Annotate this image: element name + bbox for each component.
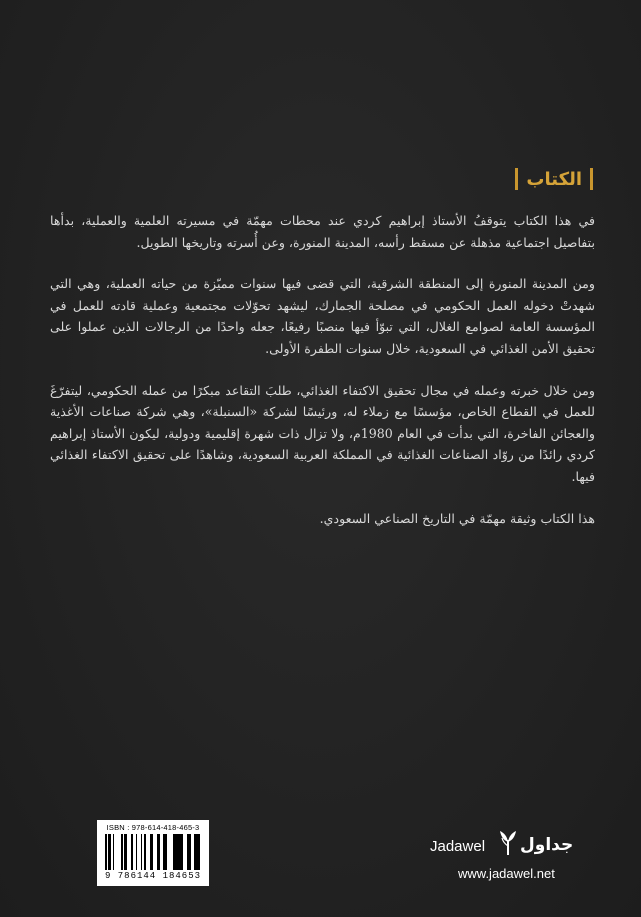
publisher-name-arabic: جداول xyxy=(520,835,574,855)
paragraph-4: هذا الكتاب وثيقة مهمّة في التاريخ الصناعي السعودي. xyxy=(319,510,595,526)
barcode-bars xyxy=(103,834,203,870)
heading-accent-bar-end xyxy=(515,168,518,190)
publisher-url: www.jadawel.net xyxy=(458,866,555,881)
heading-accent-bar xyxy=(590,168,593,190)
paragraph-3: ومن خلال خبرته وعمله في مجال تحقيق الاكتفاء الغذائي، طلبَ التقاعد مبكرًا من عمله الحكومي، ليتفرّغَ للعمل في القطاع الخاص، مؤسسًا مع زملاء له، ورئيسًا لشركة «السنبلة»، وهي شركة صناعات الأغذية والعجائن الفاخرة، التي بدأت في العام 1980م، ولا تزال ذات شهرة إقليمية ودولية، ليكون الأستاذ إبراهيم كردي رائدًا من روّاد الصناعات الغذائية في المملكة العربية السعودية، وشاهدًا على تحقيق الاكتفاء الغذائي فيها. xyxy=(50,382,595,484)
barcode xyxy=(97,820,209,886)
paragraph-1: في هذا الكتاب يتوقفُ الأستاذ إبراهيم كردي عند محطات مهمّة في مسيرته العلمية والعملية، بدأها بتفاصيل اجتماعية مذهلة عن مسقط رأسه، المدينة المنورة، وعن أُسرته وتاريخها الطويل. xyxy=(50,213,595,250)
blurb-text xyxy=(50,210,595,549)
publisher-name-latin: Jadawel xyxy=(430,838,486,855)
jadawel-logo-icon xyxy=(498,830,518,856)
paragraph-2: ومن المدينة المنورة إلى المنطقة الشرقية، التي قضى فيها سنوات مميّزة من حياته العملية، وهي التي شهدتْ دخوله العمل الحكومي في مصلحة الجمارك، ليشهد تحوّلات مجتمعية وعملية قادته للعمل في المؤسسة العامة لصوامع الغلال، التي تبوّأ فيها منصبًا رفيعًا، جعله واحدًا من الرجالات الذين عملوا على تحقيق الأمن الغذائي في السعودية، خلال سنوات الطفرة الأولى. xyxy=(50,276,595,356)
barcode-digits: 9 786144 184653 xyxy=(104,871,201,881)
section-heading xyxy=(515,168,593,190)
section-title: الكتاب xyxy=(526,168,582,190)
publisher-logo xyxy=(430,828,600,888)
isbn-label: ISBN : 978-614-418-465-3 xyxy=(106,823,200,832)
